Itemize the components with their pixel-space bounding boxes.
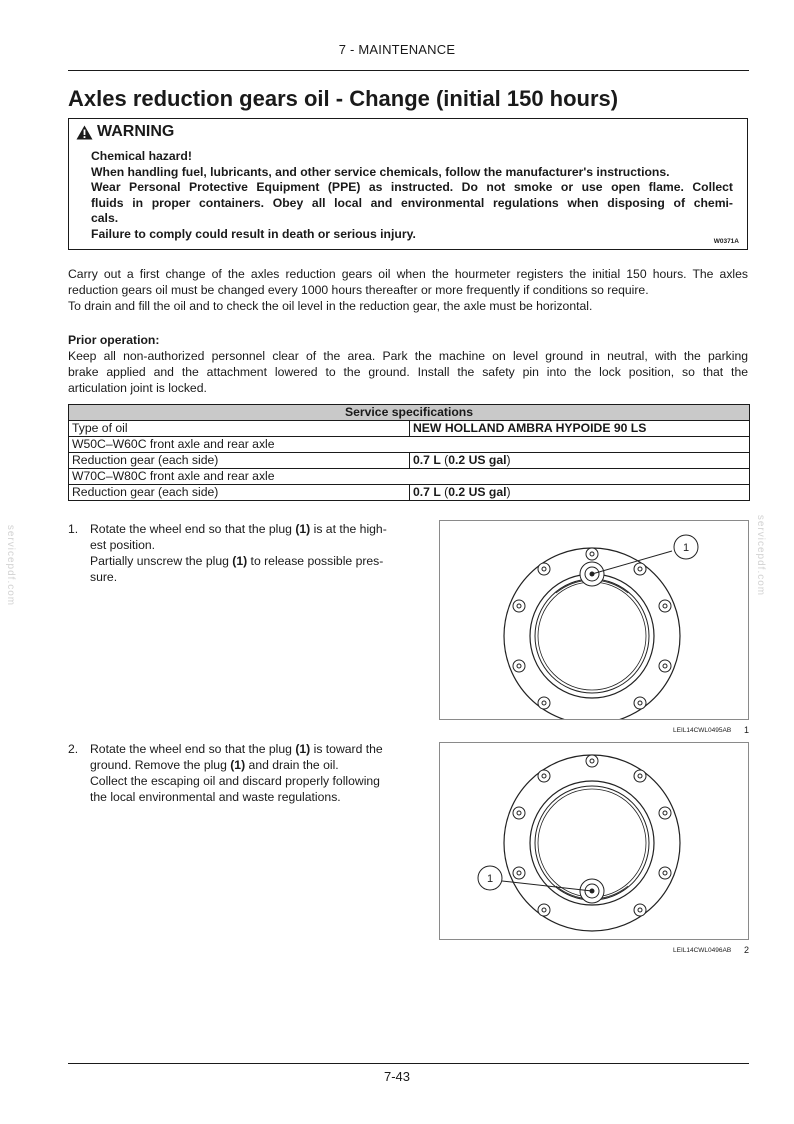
step-text-part: and drain the oil. — [245, 758, 339, 772]
warning-line: When handling fuel, lubricants, and other service chemicals, follow the manufacturer's instructions. — [91, 164, 670, 179]
service-spec-table — [68, 404, 750, 501]
footer-rule — [68, 1063, 749, 1064]
model-group-label: W50C–W60C front axle and rear axle — [69, 437, 750, 453]
figure-number: 1 — [744, 725, 750, 735]
figure-code: LEIL14CWL0495AB — [673, 727, 732, 734]
figure-2 — [439, 742, 749, 940]
warning-heading — [76, 123, 174, 141]
capacity-liters: 0.7 L — [413, 485, 441, 499]
capacity-liters: 0.7 L — [413, 453, 441, 467]
figure-code: LEIL14CWL0496AB — [673, 947, 732, 954]
step-text-part: is toward the — [310, 742, 383, 756]
capacity-value: 0.7 L (0.2 US gal) — [410, 453, 750, 469]
step-text-part: ground. Remove the plug — [90, 758, 231, 772]
watermark-left: servicepdf.com — [5, 524, 17, 607]
step-text-part: sure. — [90, 570, 118, 584]
plug-reference: (1) — [230, 758, 246, 772]
table-heading: Service specifications — [69, 405, 750, 421]
intro-line: Carry out a first change of the axles reduction gears oil when the hourmeter registers the initial 150 hours. The axles — [68, 267, 748, 281]
page-title: Axles reduction gears oil - Change (initial 150 hours) — [68, 86, 619, 111]
capacity-gallons: 0.2 US gal — [448, 453, 507, 467]
prior-operation-heading: Prior operation: — [68, 333, 160, 347]
prior-operation-line: brake applied and the attachment lowered to the ground. Install the safety pin into the lock position, so that the — [68, 365, 748, 379]
table-header-row — [69, 405, 750, 421]
step-2 — [68, 741, 413, 805]
capacity-gallons: 0.2 US gal — [448, 485, 507, 499]
prior-operation-line: Keep all non-authorized personnel clear of the area. Park the machine on level ground in neutral, with the parking — [68, 349, 748, 363]
prior-operation-line: articulation joint is locked. — [68, 381, 207, 395]
step-text-part: Partially unscrew the plug — [90, 554, 233, 568]
step-text-part: to release possible pres- — [247, 554, 384, 568]
wheel-hub-drawing-top-plug — [440, 521, 748, 719]
warning-label: WARNING — [97, 123, 175, 140]
watermark-right: servicepdf.com — [755, 514, 767, 597]
table-row — [69, 453, 750, 469]
step-text-part: Rotate the wheel end so that the plug — [90, 742, 296, 756]
callout-label: 1 — [486, 873, 494, 885]
step-text-part: the local environmental and waste regulations. — [90, 790, 341, 804]
wheel-hub-drawing-bottom-plug — [440, 743, 748, 939]
step-1 — [68, 521, 413, 585]
capacity-value: 0.7 L (0.2 US gal) — [410, 485, 750, 501]
intro-line: reduction gears oil must be changed every 1000 hours thereafter or more frequently if conditions so require. — [68, 283, 649, 297]
model-group-label: W70C–W80C front axle and rear axle — [69, 469, 750, 485]
capacity-item: Reduction gear (each side) — [69, 485, 410, 501]
oil-type-label: Type of oil — [69, 421, 410, 437]
step-text-part: Rotate the wheel end so that the plug — [90, 522, 296, 536]
warning-line: fluids in proper containers. Obey all local and environmental regulations when disposing of chemi- — [91, 195, 733, 210]
step-number: 2. — [68, 742, 79, 756]
plug-reference: (1) — [232, 554, 248, 568]
plug-reference: (1) — [295, 522, 311, 536]
warning-code: W0371A — [713, 238, 739, 245]
table-row — [69, 421, 750, 437]
section-header: 7 - MAINTENANCE — [338, 42, 456, 57]
step-text-part: est position. — [90, 538, 156, 552]
plug-reference: (1) — [295, 742, 311, 756]
warning-line: Wear Personal Protective Equipment (PPE) as instructed. Do not smoke or use open flame. Collect — [91, 180, 733, 194]
oil-type-value: NEW HOLLAND AMBRA HYPOIDE 90 LS — [410, 421, 750, 437]
step-number: 1. — [68, 522, 79, 536]
step-text — [90, 741, 413, 805]
header-rule — [68, 70, 749, 71]
intro-paragraph — [68, 266, 748, 314]
callout-label: 1 — [682, 542, 690, 554]
figure-1 — [439, 520, 749, 720]
capacity-item: Reduction gear (each side) — [69, 453, 410, 469]
table-row — [69, 437, 750, 453]
step-text-part: is at the high- — [310, 522, 387, 536]
warning-line: Failure to comply could result in death or serious injury. — [91, 226, 416, 241]
warning-box — [68, 118, 748, 250]
intro-line: To drain and fill the oil and to check the oil level in the reduction gear, the axle must be horizontal. — [68, 299, 593, 313]
page-number: 7-43 — [383, 1069, 411, 1084]
warning-triangle-icon — [76, 125, 93, 140]
step-text — [90, 521, 413, 585]
prior-operation — [68, 332, 748, 396]
table-row — [69, 469, 750, 485]
warning-line: Chemical hazard! — [91, 149, 192, 163]
warning-line: cals. — [91, 211, 119, 225]
warning-text — [91, 149, 733, 242]
figure-number: 2 — [744, 945, 750, 955]
step-text-part: Collect the escaping oil and discard properly following — [90, 774, 380, 788]
table-row — [69, 485, 750, 501]
